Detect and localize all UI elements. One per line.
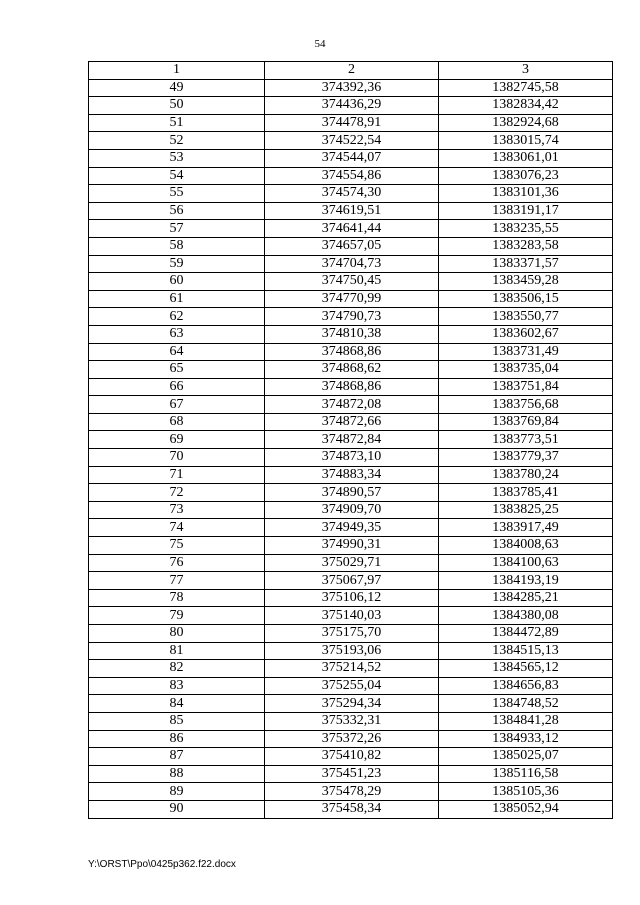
x-coordinate-cell: 375106,12 xyxy=(265,589,439,607)
y-coordinate-cell: 1384933,12 xyxy=(439,730,613,748)
y-coordinate-cell: 1384285,21 xyxy=(439,589,613,607)
y-coordinate-cell: 1385025,07 xyxy=(439,748,613,766)
x-coordinate-cell: 374868,86 xyxy=(265,378,439,396)
x-coordinate-cell: 375140,03 xyxy=(265,607,439,625)
point-number-cell: 76 xyxy=(89,554,265,572)
point-number-cell: 51 xyxy=(89,114,265,132)
point-number-cell: 72 xyxy=(89,484,265,502)
x-coordinate-cell: 375067,97 xyxy=(265,572,439,590)
x-coordinate-cell: 375294,34 xyxy=(265,695,439,713)
x-coordinate-cell: 374872,66 xyxy=(265,413,439,431)
y-coordinate-cell: 1384841,28 xyxy=(439,712,613,730)
x-coordinate-cell: 374574,30 xyxy=(265,185,439,203)
table-row xyxy=(89,132,613,150)
table-row xyxy=(89,396,613,414)
table-row xyxy=(89,361,613,379)
y-coordinate-cell: 1382924,68 xyxy=(439,114,613,132)
table-row xyxy=(89,800,613,818)
point-number-cell: 57 xyxy=(89,220,265,238)
column-header-1: 1 xyxy=(89,62,265,80)
table-row xyxy=(89,712,613,730)
column-header-3: 3 xyxy=(439,62,613,80)
x-coordinate-cell: 375255,04 xyxy=(265,677,439,695)
point-number-cell: 84 xyxy=(89,695,265,713)
y-coordinate-cell: 1384656,83 xyxy=(439,677,613,695)
table-row xyxy=(89,308,613,326)
x-coordinate-cell: 374436,29 xyxy=(265,97,439,115)
point-number-cell: 86 xyxy=(89,730,265,748)
y-coordinate-cell: 1382745,58 xyxy=(439,79,613,97)
point-number-cell: 83 xyxy=(89,677,265,695)
x-coordinate-cell: 374554,86 xyxy=(265,167,439,185)
y-coordinate-cell: 1383917,49 xyxy=(439,519,613,537)
y-coordinate-cell: 1385052,94 xyxy=(439,800,613,818)
x-coordinate-cell: 375372,26 xyxy=(265,730,439,748)
x-coordinate-cell: 374790,73 xyxy=(265,308,439,326)
point-number-cell: 65 xyxy=(89,361,265,379)
point-number-cell: 82 xyxy=(89,660,265,678)
point-number-cell: 68 xyxy=(89,413,265,431)
x-coordinate-cell: 375214,52 xyxy=(265,660,439,678)
y-coordinate-cell: 1383780,24 xyxy=(439,466,613,484)
y-coordinate-cell: 1383773,51 xyxy=(439,431,613,449)
table-header-row xyxy=(89,62,613,80)
table-row xyxy=(89,273,613,291)
table-row xyxy=(89,220,613,238)
table-row xyxy=(89,255,613,273)
point-number-cell: 49 xyxy=(89,79,265,97)
y-coordinate-cell: 1383459,28 xyxy=(439,273,613,291)
x-coordinate-cell: 375451,23 xyxy=(265,765,439,783)
table-row xyxy=(89,466,613,484)
x-coordinate-cell: 374868,86 xyxy=(265,343,439,361)
y-coordinate-cell: 1384748,52 xyxy=(439,695,613,713)
y-coordinate-cell: 1383235,55 xyxy=(439,220,613,238)
y-coordinate-cell: 1383061,01 xyxy=(439,149,613,167)
point-number-cell: 50 xyxy=(89,97,265,115)
table-row xyxy=(89,290,613,308)
x-coordinate-cell: 374522,54 xyxy=(265,132,439,150)
y-coordinate-cell: 1383602,67 xyxy=(439,325,613,343)
coordinates-table xyxy=(88,61,613,819)
x-coordinate-cell: 374990,31 xyxy=(265,537,439,555)
x-coordinate-cell: 374770,99 xyxy=(265,290,439,308)
y-coordinate-cell: 1383779,37 xyxy=(439,449,613,467)
table-row xyxy=(89,695,613,713)
x-coordinate-cell: 374810,38 xyxy=(265,325,439,343)
table-row xyxy=(89,343,613,361)
y-coordinate-cell: 1385116,58 xyxy=(439,765,613,783)
point-number-cell: 73 xyxy=(89,501,265,519)
x-coordinate-cell: 374392,36 xyxy=(265,79,439,97)
table-row xyxy=(89,589,613,607)
y-coordinate-cell: 1384565,12 xyxy=(439,660,613,678)
y-coordinate-cell: 1383371,57 xyxy=(439,255,613,273)
x-coordinate-cell: 374641,44 xyxy=(265,220,439,238)
x-coordinate-cell: 374478,91 xyxy=(265,114,439,132)
point-number-cell: 85 xyxy=(89,712,265,730)
x-coordinate-cell: 375410,82 xyxy=(265,748,439,766)
table-row xyxy=(89,97,613,115)
table-row xyxy=(89,677,613,695)
table-row xyxy=(89,660,613,678)
y-coordinate-cell: 1383825,25 xyxy=(439,501,613,519)
table-row xyxy=(89,765,613,783)
table-row xyxy=(89,484,613,502)
x-coordinate-cell: 375478,29 xyxy=(265,783,439,801)
y-coordinate-cell: 1383751,84 xyxy=(439,378,613,396)
point-number-cell: 66 xyxy=(89,378,265,396)
y-coordinate-cell: 1382834,42 xyxy=(439,97,613,115)
table-row xyxy=(89,730,613,748)
y-coordinate-cell: 1383015,74 xyxy=(439,132,613,150)
point-number-cell: 81 xyxy=(89,642,265,660)
y-coordinate-cell: 1385105,36 xyxy=(439,783,613,801)
x-coordinate-cell: 375332,31 xyxy=(265,712,439,730)
table-row xyxy=(89,554,613,572)
point-number-cell: 64 xyxy=(89,343,265,361)
table-row xyxy=(89,325,613,343)
point-number-cell: 74 xyxy=(89,519,265,537)
footer-file-path: Y:\ORST\Ppo\0425p362.f22.docx xyxy=(88,859,236,870)
point-number-cell: 63 xyxy=(89,325,265,343)
table-row xyxy=(89,79,613,97)
y-coordinate-cell: 1383756,68 xyxy=(439,396,613,414)
point-number-cell: 54 xyxy=(89,167,265,185)
point-number-cell: 53 xyxy=(89,149,265,167)
point-number-cell: 75 xyxy=(89,537,265,555)
x-coordinate-cell: 375193,06 xyxy=(265,642,439,660)
x-coordinate-cell: 374750,45 xyxy=(265,273,439,291)
point-number-cell: 61 xyxy=(89,290,265,308)
y-coordinate-cell: 1384100,63 xyxy=(439,554,613,572)
table-row xyxy=(89,642,613,660)
y-coordinate-cell: 1383101,36 xyxy=(439,185,613,203)
y-coordinate-cell: 1383076,23 xyxy=(439,167,613,185)
table-row xyxy=(89,413,613,431)
point-number-cell: 67 xyxy=(89,396,265,414)
table-row xyxy=(89,185,613,203)
y-coordinate-cell: 1383506,15 xyxy=(439,290,613,308)
y-coordinate-cell: 1384193,19 xyxy=(439,572,613,590)
table-row xyxy=(89,114,613,132)
x-coordinate-cell: 374909,70 xyxy=(265,501,439,519)
table-row xyxy=(89,537,613,555)
point-number-cell: 79 xyxy=(89,607,265,625)
y-coordinate-cell: 1383735,04 xyxy=(439,361,613,379)
point-number-cell: 80 xyxy=(89,625,265,643)
x-coordinate-cell: 374949,35 xyxy=(265,519,439,537)
table-row xyxy=(89,449,613,467)
x-coordinate-cell: 374873,10 xyxy=(265,449,439,467)
table-row xyxy=(89,501,613,519)
point-number-cell: 87 xyxy=(89,748,265,766)
point-number-cell: 78 xyxy=(89,589,265,607)
table-row xyxy=(89,572,613,590)
point-number-cell: 58 xyxy=(89,237,265,255)
x-coordinate-cell: 374619,51 xyxy=(265,202,439,220)
table-row xyxy=(89,748,613,766)
point-number-cell: 71 xyxy=(89,466,265,484)
table-row xyxy=(89,149,613,167)
y-coordinate-cell: 1383191,17 xyxy=(439,202,613,220)
table-row xyxy=(89,625,613,643)
point-number-cell: 69 xyxy=(89,431,265,449)
point-number-cell: 77 xyxy=(89,572,265,590)
y-coordinate-cell: 1383283,58 xyxy=(439,237,613,255)
table-row xyxy=(89,431,613,449)
point-number-cell: 56 xyxy=(89,202,265,220)
point-number-cell: 89 xyxy=(89,783,265,801)
x-coordinate-cell: 374704,73 xyxy=(265,255,439,273)
table-row xyxy=(89,519,613,537)
y-coordinate-cell: 1384008,63 xyxy=(439,537,613,555)
table-body xyxy=(89,79,613,818)
x-coordinate-cell: 375029,71 xyxy=(265,554,439,572)
x-coordinate-cell: 374883,34 xyxy=(265,466,439,484)
y-coordinate-cell: 1384472,89 xyxy=(439,625,613,643)
x-coordinate-cell: 374868,62 xyxy=(265,361,439,379)
y-coordinate-cell: 1383769,84 xyxy=(439,413,613,431)
point-number-cell: 60 xyxy=(89,273,265,291)
point-number-cell: 62 xyxy=(89,308,265,326)
x-coordinate-cell: 375175,70 xyxy=(265,625,439,643)
column-header-2: 2 xyxy=(265,62,439,80)
y-coordinate-cell: 1383550,77 xyxy=(439,308,613,326)
table-row xyxy=(89,167,613,185)
table-row xyxy=(89,202,613,220)
point-number-cell: 55 xyxy=(89,185,265,203)
point-number-cell: 70 xyxy=(89,449,265,467)
y-coordinate-cell: 1383785,41 xyxy=(439,484,613,502)
point-number-cell: 90 xyxy=(89,800,265,818)
x-coordinate-cell: 374890,57 xyxy=(265,484,439,502)
point-number-cell: 59 xyxy=(89,255,265,273)
page-number: 54 xyxy=(314,38,326,50)
x-coordinate-cell: 374872,84 xyxy=(265,431,439,449)
table-row xyxy=(89,237,613,255)
x-coordinate-cell: 374657,05 xyxy=(265,237,439,255)
x-coordinate-cell: 375458,34 xyxy=(265,800,439,818)
point-number-cell: 88 xyxy=(89,765,265,783)
point-number-cell: 52 xyxy=(89,132,265,150)
y-coordinate-cell: 1383731,49 xyxy=(439,343,613,361)
y-coordinate-cell: 1384380,08 xyxy=(439,607,613,625)
x-coordinate-cell: 374544,07 xyxy=(265,149,439,167)
y-coordinate-cell: 1384515,13 xyxy=(439,642,613,660)
table-row xyxy=(89,378,613,396)
x-coordinate-cell: 374872,08 xyxy=(265,396,439,414)
table-row xyxy=(89,607,613,625)
table-row xyxy=(89,783,613,801)
